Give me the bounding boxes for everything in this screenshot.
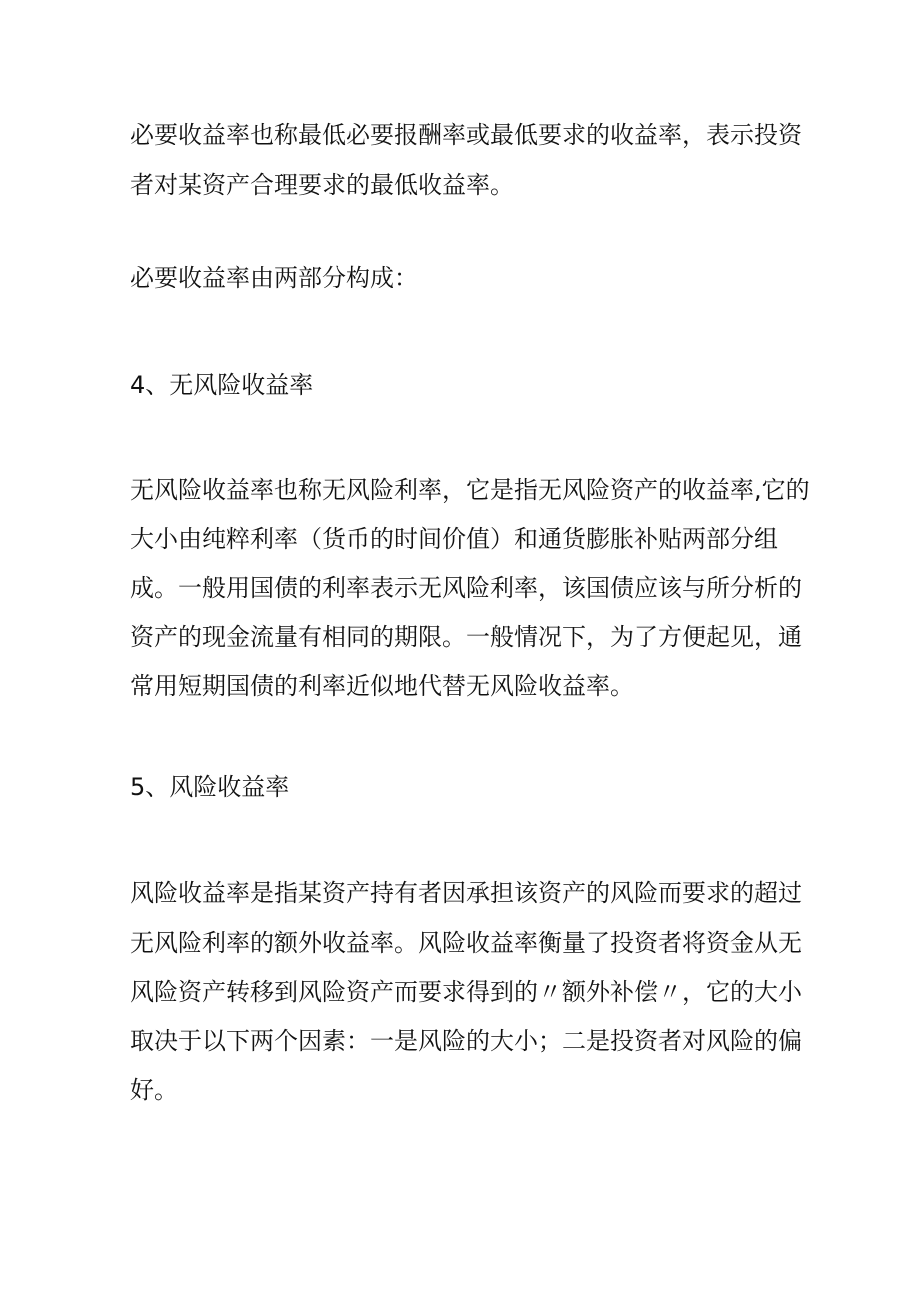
paragraph-line: 成。一般用国债的利率表示无风险利率，该国债应该与所分析的	[130, 574, 802, 602]
paragraph-line: 大小由纯粹利率（货币的时间价值）和通货膨胀补贴两部分组	[130, 525, 778, 553]
paragraph-line: 者对某资产合理要求的最低收益率。	[130, 171, 514, 199]
paragraph-line: 常用短期国债的利率近似地代替无风险收益率。	[130, 672, 634, 700]
section-heading-5: 5、风险收益率	[130, 773, 290, 801]
paragraph-line: 风险资产转移到风险资产而要求得到的〃额外补偿〃，它的大小	[130, 978, 802, 1006]
paragraph-line: 资产的现金流量有相同的期限。一般情况下，为了方便起见，通	[130, 623, 802, 651]
paragraph-line: 无风险利率的额外收益率。风险收益率衡量了投资者将资金从无	[130, 929, 802, 957]
section-heading-4: 4、无风险收益率	[130, 371, 314, 399]
paragraph-line: 好。	[130, 1076, 178, 1104]
paragraph-line: 无风险收益率也称无风险利率，它是指无风险资产的收益率,它的	[130, 476, 810, 504]
paragraph-line: 取决于以下两个因素：一是风险的大小；二是投资者对风险的偏	[130, 1027, 802, 1055]
paragraph-line: 风险收益率是指某资产持有者因承担该资产的风险而要求的超过	[130, 879, 802, 907]
paragraph-line: 必要收益率由两部分构成：	[130, 264, 418, 292]
paragraph-line: 必要收益率也称最低必要报酬率或最低要求的收益率，表示投资	[130, 121, 802, 149]
